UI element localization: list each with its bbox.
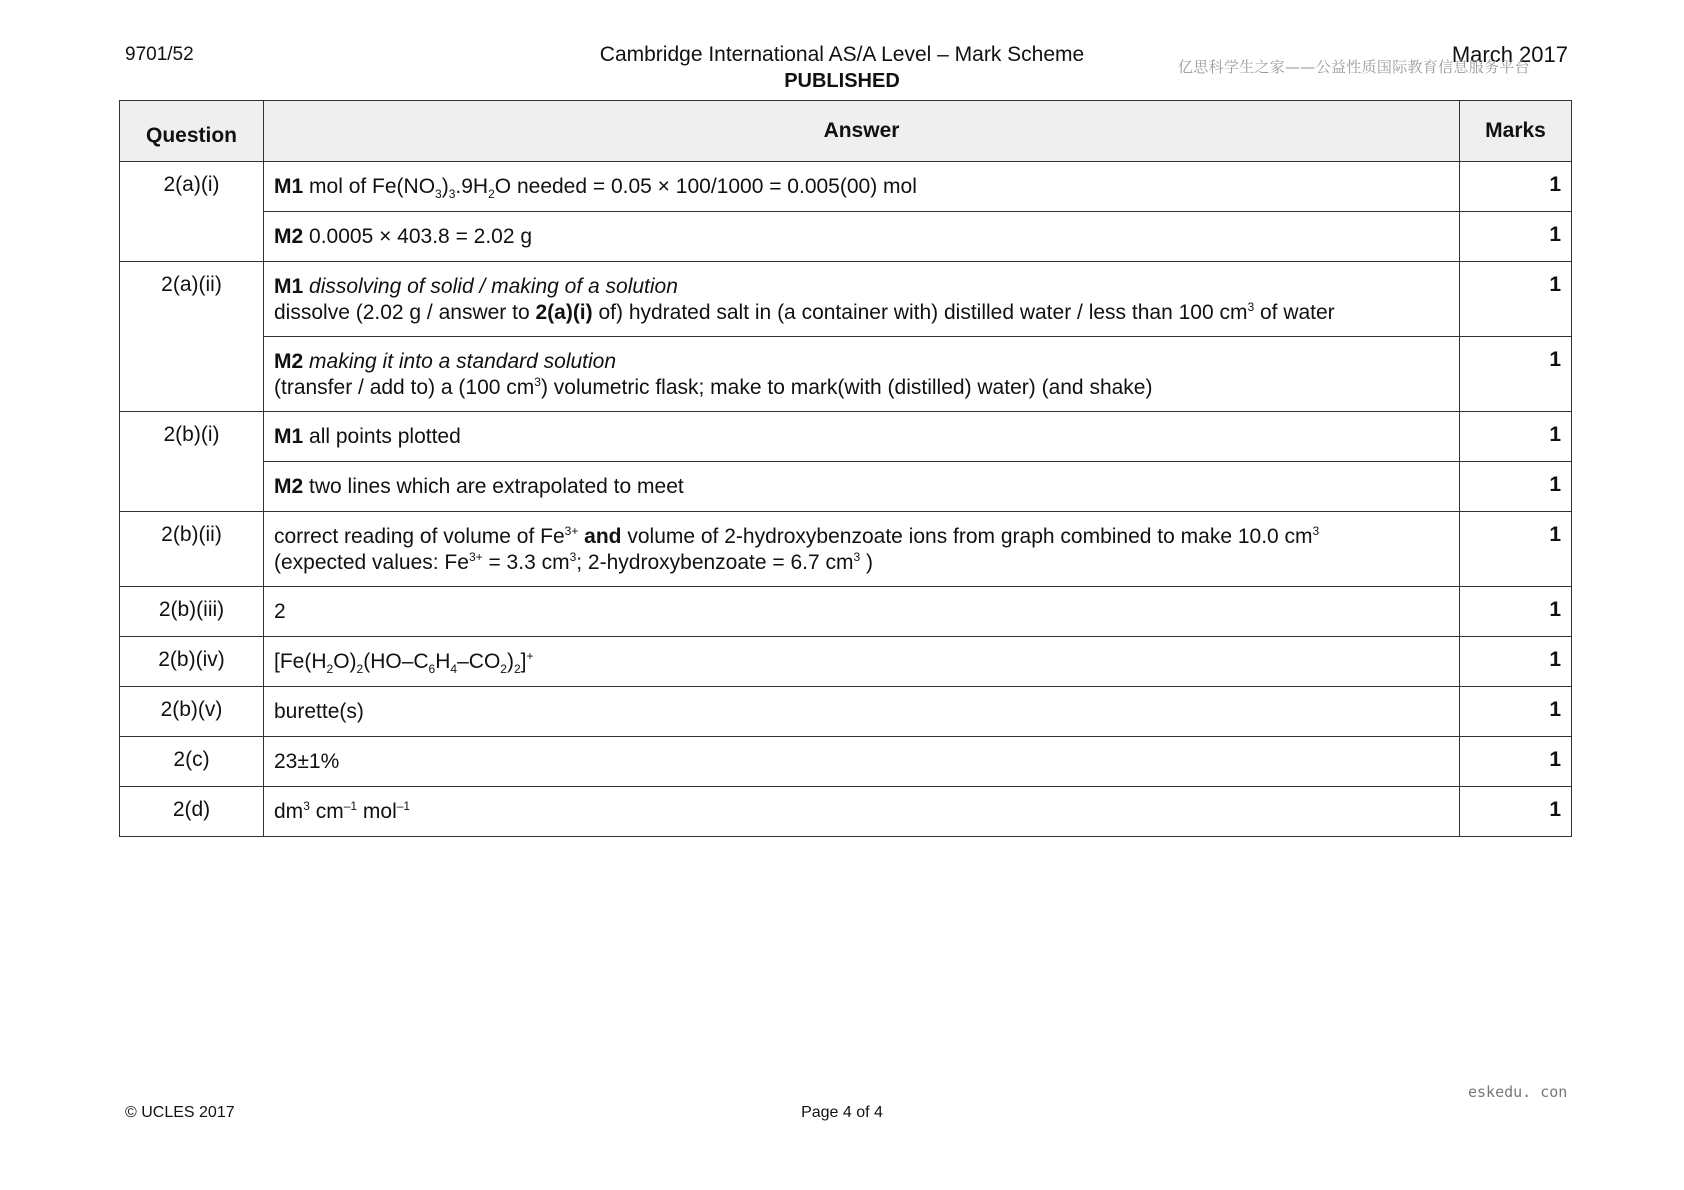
question-cell: 2(b)(iii) — [120, 587, 264, 637]
question-cell: 2(b)(iv) — [120, 637, 264, 687]
paper-code: 9701/52 — [125, 44, 194, 65]
answer-cell: $[Fe(H_2O)_2(HO-C_6H_4-CO_2)_2]^+$ — [264, 637, 1460, 687]
answer-cell: $dm^3$ $cm^{-1}$ mol$^{-1}$ — [264, 787, 1460, 837]
question-cell: 2(b)(i) — [120, 412, 264, 512]
marks-cell: 1 — [1460, 162, 1572, 212]
question-cell: 2(c) — [120, 737, 264, 787]
table-row — [120, 787, 1572, 837]
watermark-text: 亿思科学生之家——公益性质国际教育信息服务平台 — [1178, 58, 1530, 76]
answer-cell: correct reading of volume of $Fe^{3+}$ and volume of 2-hydroxybenzoate ions from graph combined to make 10.0 $cm^3$ (expected values: $Fe^{3+} = 3.3$ $cm^3$; 2-hydroxybenzoate = 6.7 $cm^3$ ) — [264, 512, 1460, 587]
table-row — [120, 212, 1572, 262]
table-row — [120, 337, 1572, 412]
table-row — [120, 262, 1572, 337]
copyright-text: © UCLES 2017 — [125, 1104, 235, 1121]
table-row — [120, 162, 1572, 212]
marks-cell: 1 — [1460, 587, 1572, 637]
marks-cell: 1 — [1460, 637, 1572, 687]
table-row — [120, 412, 1572, 462]
title-text: Cambridge International AS/A Level – Mark Scheme — [599, 43, 1085, 66]
table-row — [120, 512, 1572, 587]
answer-column-header: Answer — [264, 101, 1460, 162]
answer-cell: M2 two lines which are extrapolated to meet — [264, 462, 1460, 512]
marks-cell: 1 — [1460, 262, 1572, 337]
answer-cell: 23±1% — [264, 737, 1460, 787]
marks-cell: 1 — [1460, 212, 1572, 262]
question-cell: 2(a)(ii) — [120, 262, 264, 412]
answer-cell: burette(s) — [264, 687, 1460, 737]
table-header-row — [120, 101, 1572, 162]
site-watermark: eskedu. con — [1468, 1083, 1568, 1101]
mark-scheme-table — [119, 100, 1572, 837]
question-cell: 2(a)(i) — [120, 162, 264, 262]
answer-cell: M2 0.0005 × 403.8 = 2.02 g — [264, 212, 1460, 262]
answer-cell: M2 making it into a standard solution (transfer / add to) a (100 $cm^3$) volumetric flask; make to mark(with (distilled) water) (and shake) — [264, 337, 1460, 412]
marks-cell: 1 — [1460, 687, 1572, 737]
answer-cell: M1 dissolving of solid / making of a solution dissolve (2.02 g / answer to 2(a)(i) of) hydrated salt in (a container with) distilled water / less than 100 $cm^3$ of water — [264, 262, 1460, 337]
exam-date: March 2017 — [1451, 42, 1568, 67]
question-column-header: Question — [120, 101, 264, 162]
page-number: Page 4 of 4 — [801, 1104, 883, 1121]
marks-cell: 1 — [1460, 412, 1572, 462]
marks-cell: 1 — [1460, 462, 1572, 512]
question-cell: 2(d) — [120, 787, 264, 837]
question-cell: 2(b)(ii) — [120, 512, 264, 587]
table-row — [120, 587, 1572, 637]
status-label: PUBLISHED — [784, 70, 900, 92]
marks-cell: 1 — [1460, 512, 1572, 587]
table-row — [120, 687, 1572, 737]
answer-cell: M1 all points plotted — [264, 412, 1460, 462]
marks-cell: 1 — [1460, 337, 1572, 412]
table-row — [120, 462, 1572, 512]
question-cell: 2(b)(v) — [120, 687, 264, 737]
answer-cell: M1 mol of $Fe(NO_3)_3.9H_2O$ needed = 0.05 × 100/1000 = 0.005(00) mol — [264, 162, 1460, 212]
answer-cell: 2 — [264, 587, 1460, 637]
table-row — [120, 637, 1572, 687]
marks-cell: 1 — [1460, 787, 1572, 837]
table-row — [120, 737, 1572, 787]
marks-column-header: Marks — [1460, 101, 1572, 162]
marks-cell: 1 — [1460, 737, 1572, 787]
